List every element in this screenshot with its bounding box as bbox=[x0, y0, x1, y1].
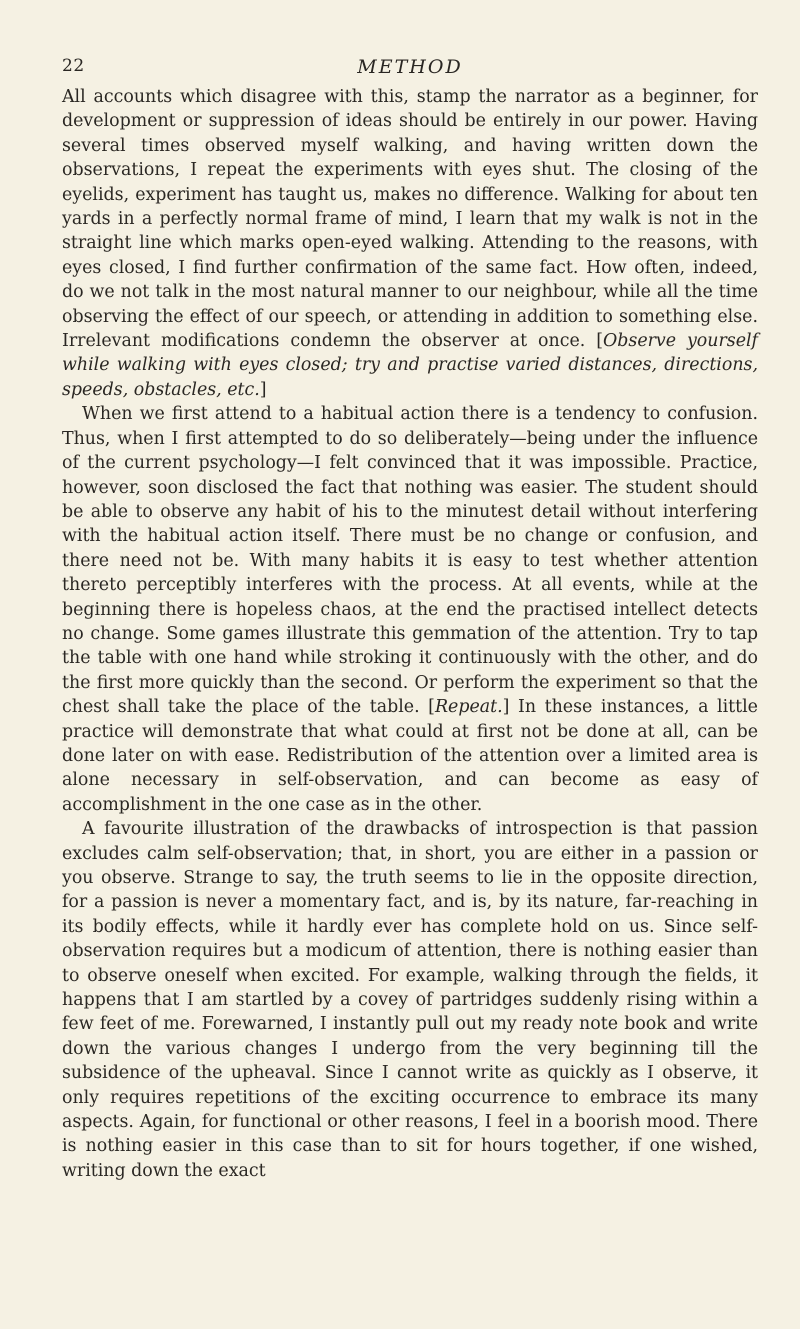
paragraph-2 bbox=[62, 402, 758, 817]
bracket-close: ] bbox=[502, 697, 510, 718]
exercise-note: Observe yourself while walking with eyes closed; try and practise varied distances, directions, speeds, obstacles, etc. bbox=[62, 331, 758, 400]
bracket-close: ] bbox=[259, 379, 267, 400]
page-number: 22 bbox=[62, 56, 85, 76]
bracket-open: [ bbox=[428, 697, 435, 718]
body-text bbox=[62, 85, 758, 1183]
paragraph-3-text: A favourite illustration of the drawbacks of introspection is that passion excludes calm self-observation; that, in short, you are either in a passion or you observe. Strange to say, the truth seems to lie in the opposite direction, for a passion is never a momentary fact, and is, by its nature, far-reaching in its bodily effects, while it hardly ever has complete hold on us. Since self-observation requires but a modicum of attention, there is nothing easier than to observe oneself when excited. For example, walking through the fields, it happens that I am startled by a covey of partridges suddenly rising within a few feet of me. Forewarned, I instantly pull out my ready note book and write down the various changes I undergo from the very beginning till the subsidence of the upheaval. Since I cannot write as quickly as I observe, it only requires repetitions of the exciting occurrence to embrace its many aspects. Again, for functional or other reasons, I feel in a boorish mood. There is nothing easier in this case than to sit for hours together, if one wished, writing down the exact bbox=[62, 819, 758, 1181]
paragraph-2-tail: In these instances, a little practice will demonstrate that what could at first not be done at all, can be done later on with ease. Redistribution of the attention over a limited area is alone necessary in self-observation, and can become as easy of accomplishment in the one case as in the other. bbox=[62, 697, 758, 815]
running-title: METHOD bbox=[357, 56, 463, 78]
running-head bbox=[62, 56, 758, 84]
paragraph-2-text: When we first attend to a habitual action there is a tendency to confusion. Thus, when I first attempted to do so deliberately—being under the influence of the current psychology—I felt convinced that it was impossible. Practice, however, soon disclosed the fact that nothing was easier. The student should be able to observe any habit of his to the minutest detail without interfering with the habitual action itself. There must be no change or confusion, and there need not be. With many habits it is easy to test whether attention thereto perceptibly interferes with the process. At all events, while at the beginning there is hopeless chaos, at the end the practised intellect detects no change. Some games illustrate this gemmation of the attention. Try to tap the table with one hand while stroking it continuously with the other, and do the first more quickly than the second. Or perform the experiment so that the chest shall take the place of the table. bbox=[62, 404, 758, 718]
exercise-note: Repeat. bbox=[434, 697, 503, 718]
bracket-open: [ bbox=[596, 331, 603, 352]
paragraph-1 bbox=[62, 85, 758, 402]
paragraph-1-text: All accounts which disagree with this, stamp the narrator as a beginner, for development or suppression of ideas should be entirely in our power. Having several times observed myself walking, and having written down the observations, I repeat the experiments with eyes shut. The closing of the eyelids, experiment has taught us, makes no difference. Walking for about ten yards in a perfectly normal frame of mind, I learn that my walk is not in the straight line which marks open-eyed walking. Attending to the reasons, with eyes closed, I find further confirmation of the same fact. How often, indeed, do we not talk in the most natural manner to our neighbour, while all the time observing the effect of our speech, or attending in addition to something else. Irrelevant modifications condemn the observer at once. bbox=[62, 87, 758, 352]
paragraph-3 bbox=[62, 817, 758, 1183]
